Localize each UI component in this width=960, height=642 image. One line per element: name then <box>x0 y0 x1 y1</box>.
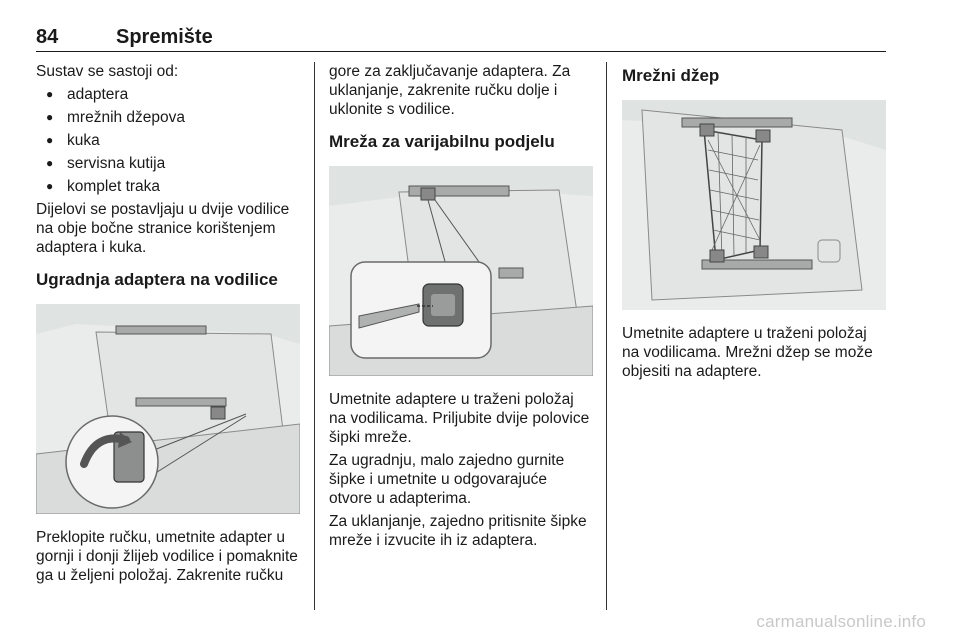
paragraph: Umetnite adaptere u traženi položaj na vodilicama. Mrežni džep se može objesiti na adaptere. <box>622 325 873 380</box>
components-list <box>36 85 301 196</box>
paragraph: gore za zaključavanje adaptera. Za uklanjanje, zakrenite ručku dolje i uklonite s vodilice. <box>329 63 571 118</box>
column-3 <box>622 62 887 385</box>
paragraph: Za uklanjanje, zajedno pritisnite šipke mreže i izvucite ih iz adaptera. <box>329 513 587 549</box>
intro-text: Sustav se sastoji od: <box>36 63 179 80</box>
adapter-installation-illustration <box>36 304 300 514</box>
list-item: ● komplet traka <box>36 177 301 196</box>
list-item: ● servisna kutija <box>36 154 301 173</box>
subsection-heading: Mrežni džep <box>622 66 720 85</box>
cargo-net-adapter-drawing <box>329 166 593 376</box>
list-item: ● adaptera <box>36 85 301 104</box>
net-pocket-illustration <box>622 100 886 310</box>
page-header <box>36 26 886 52</box>
net-pocket-drawing <box>622 100 886 310</box>
page-number: 84 <box>36 26 59 48</box>
watermark: carmanualsonline.info <box>756 612 926 631</box>
partition-net-illustration <box>329 166 593 376</box>
list-item: ● mrežnih džepova <box>36 108 301 127</box>
list-item: ● kuka <box>36 131 301 150</box>
section-title: Spremište <box>116 26 213 48</box>
column-divider <box>606 62 607 610</box>
subsection-heading: Ugradnja adaptera na vodilice <box>36 270 278 289</box>
column-2 <box>329 62 594 554</box>
column-1 <box>36 62 301 589</box>
paragraph: Dijelovi se postavljaju u dvije vodilice na obje bočne stranice korištenjem adaptera i kuka. <box>36 201 290 256</box>
paragraph: Umetnite adaptere u traženi položaj na vodilicama. Priljubite dvije polovice šipki mreže. <box>329 391 590 446</box>
caption-text: Preklopite ručku, umetnite adapter u gornji i donji žlijeb vodilice i pomaknite ga u željeni položaj. Zakrenite ručku <box>36 529 298 584</box>
cargo-rail-drawing <box>36 304 300 514</box>
column-divider <box>314 62 315 610</box>
paragraph: Za ugradnju, malo zajedno gurnite šipke i umetnite u odgovarajuće otvore u adapterima. <box>329 452 565 507</box>
subsection-heading: Mreža za varijabilnu podjelu <box>329 132 555 151</box>
